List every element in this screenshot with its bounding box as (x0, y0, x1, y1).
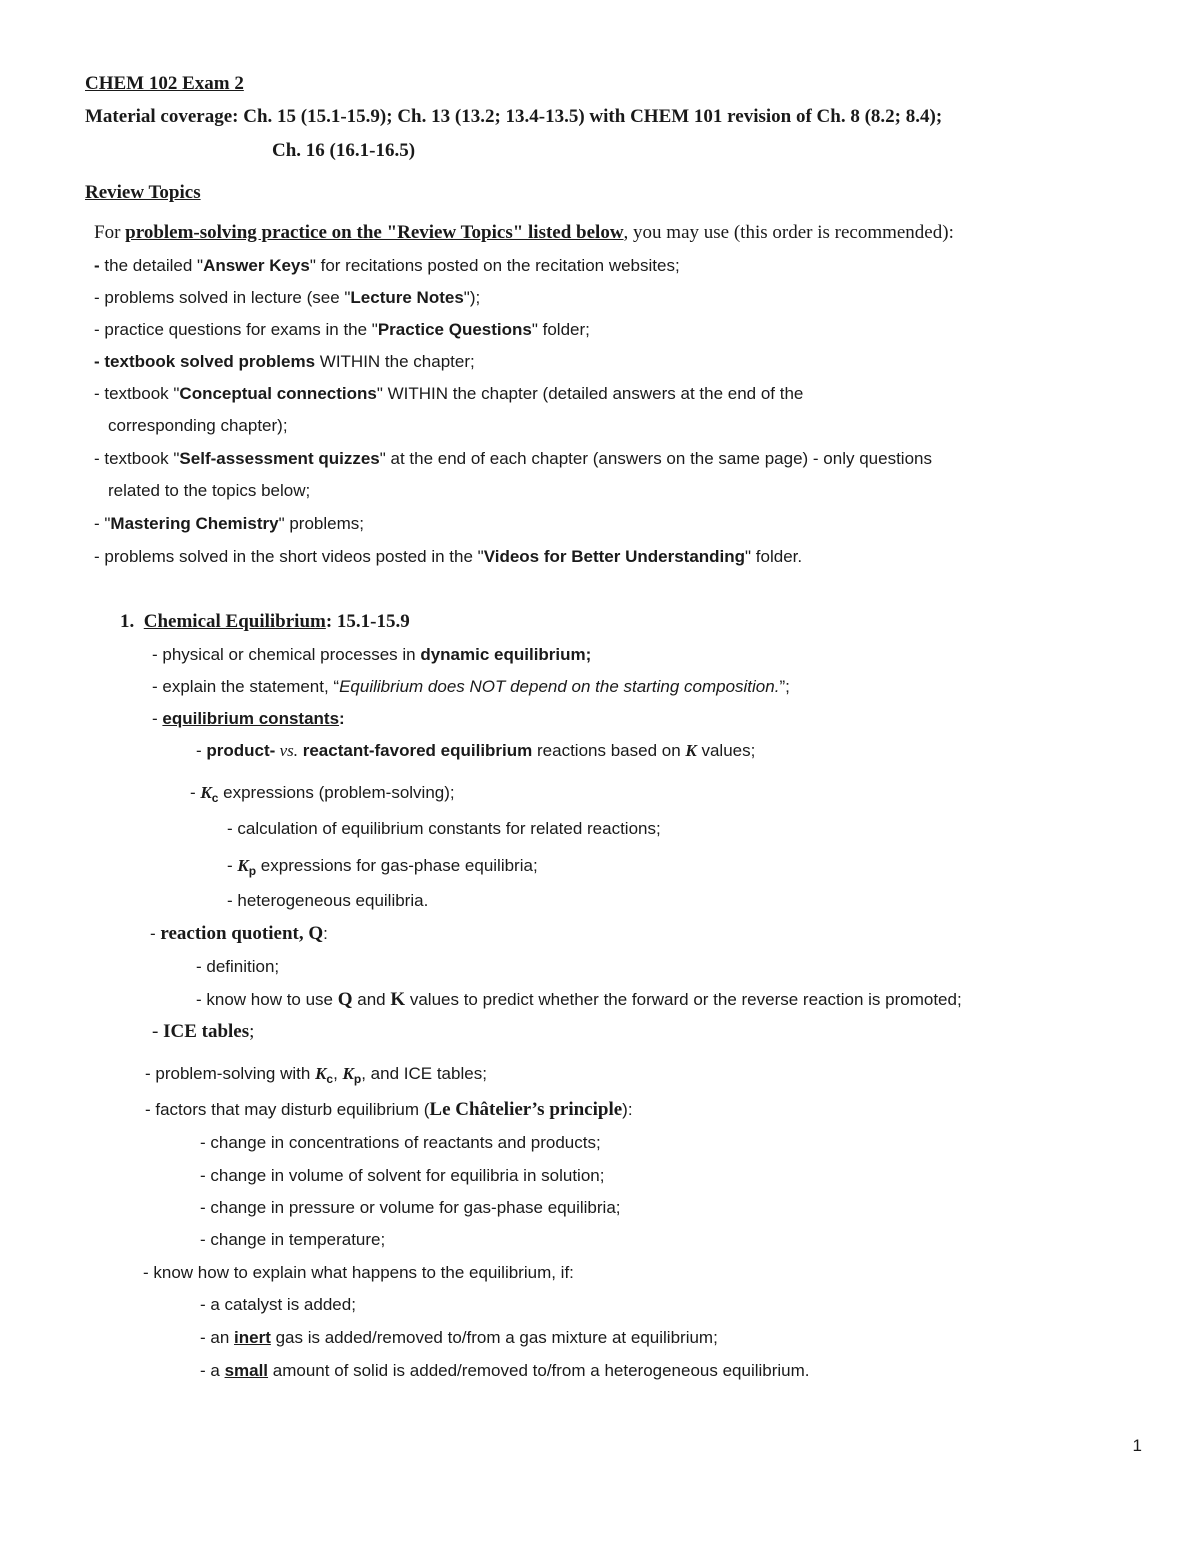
topic-item: - physical or chemical processes in dynamic equilibrium; (152, 645, 592, 664)
resource-item: - textbook "Conceptual connections" WITHIN the chapter (detailed answers at the end of the (94, 384, 804, 403)
topic-subitem: - change in temperature; (200, 1230, 386, 1249)
resource-item: - the detailed "Answer Keys" for recitations posted on the recitation websites; (94, 256, 680, 275)
topic-subitem: - definition; (196, 957, 280, 976)
resource-item: - problems solved in the short videos posted in the "Videos for Better Understanding" folder. (94, 547, 803, 566)
topic-subitem: - change in pressure or volume for gas-phase equilibria; (200, 1198, 621, 1217)
review-intro: For problem-solving practice on the "Review Topics" listed below, you may use (this order is recommended): (94, 222, 954, 243)
topic-subitem: - an inert gas is added/removed to/from a gas mixture at equilibrium; (200, 1328, 718, 1347)
material-coverage: Material coverage: Ch. 15 (15.1-15.9); Ch. 13 (13.2; 13.4-13.5) with CHEM 101 revision of Ch. 8 (8.2; 8.4); (85, 106, 943, 127)
document-title: CHEM 102 Exam 2 (85, 73, 244, 94)
topic-subitem: - a small amount of solid is added/removed to/from a heterogeneous equilibrium. (200, 1361, 810, 1380)
topic-item: - explain the statement, “Equilibrium does NOT depend on the starting composition.”; (152, 677, 790, 696)
topic-item: - equilibrium constants: (152, 709, 345, 728)
topic-subitem: - product- vs. reactant-favored equilibrium reactions based on K values; (196, 741, 756, 760)
topic-item: - reaction quotient, Q: (150, 923, 328, 944)
resource-item: - textbook solved problems WITHIN the chapter; (94, 352, 475, 371)
topic-subsubitem: - calculation of equilibrium constants for related reactions; (227, 819, 661, 838)
topic-subitem: - change in concentrations of reactants and products; (200, 1133, 601, 1152)
topic-subitem: - $K_c$ expressions (problem-solving); (190, 783, 455, 805)
resource-item-continued: corresponding chapter); (108, 416, 288, 435)
topic-item: - factors that may disturb equilibrium (Le Châtelier’s principle): (145, 1099, 633, 1120)
page-number: 1 (1132, 1436, 1142, 1455)
resource-item: - problems solved in lecture (see "Lecture Notes"); (94, 288, 481, 307)
topic-subitem: - change in volume of solvent for equilibria in solution; (200, 1166, 605, 1185)
resource-item: - textbook "Self-assessment quizzes" at the end of each chapter (answers on the same page) - only questions (94, 449, 932, 468)
resource-item: - practice questions for exams in the "Practice Questions" folder; (94, 320, 590, 339)
topic-item: - ICE tables; (152, 1021, 255, 1042)
topic-subitem: - know how to use Q and K values to predict whether the forward or the reverse reaction is promoted; (196, 989, 962, 1010)
topic-item: - know how to explain what happens to the equilibrium, if: (143, 1263, 574, 1282)
section-heading: 1. Chemical Equilibrium: 15.1-15.9 (120, 611, 410, 632)
topic-subsubitem: - $K_p$ expressions for gas-phase equilibria; (227, 856, 538, 878)
material-coverage-continued: Ch. 16 (16.1-16.5) (272, 140, 416, 161)
resource-item: - "Mastering Chemistry" problems; (94, 514, 364, 533)
topic-item: - problem-solving with $K_c$, $K_p$, and ICE tables; (145, 1064, 487, 1086)
review-topics-heading: Review Topics (85, 182, 201, 203)
topic-subsubitem: - heterogeneous equilibria. (227, 891, 429, 910)
resource-item-continued: related to the topics below; (108, 481, 311, 500)
topic-subitem: - a catalyst is added; (200, 1295, 356, 1314)
